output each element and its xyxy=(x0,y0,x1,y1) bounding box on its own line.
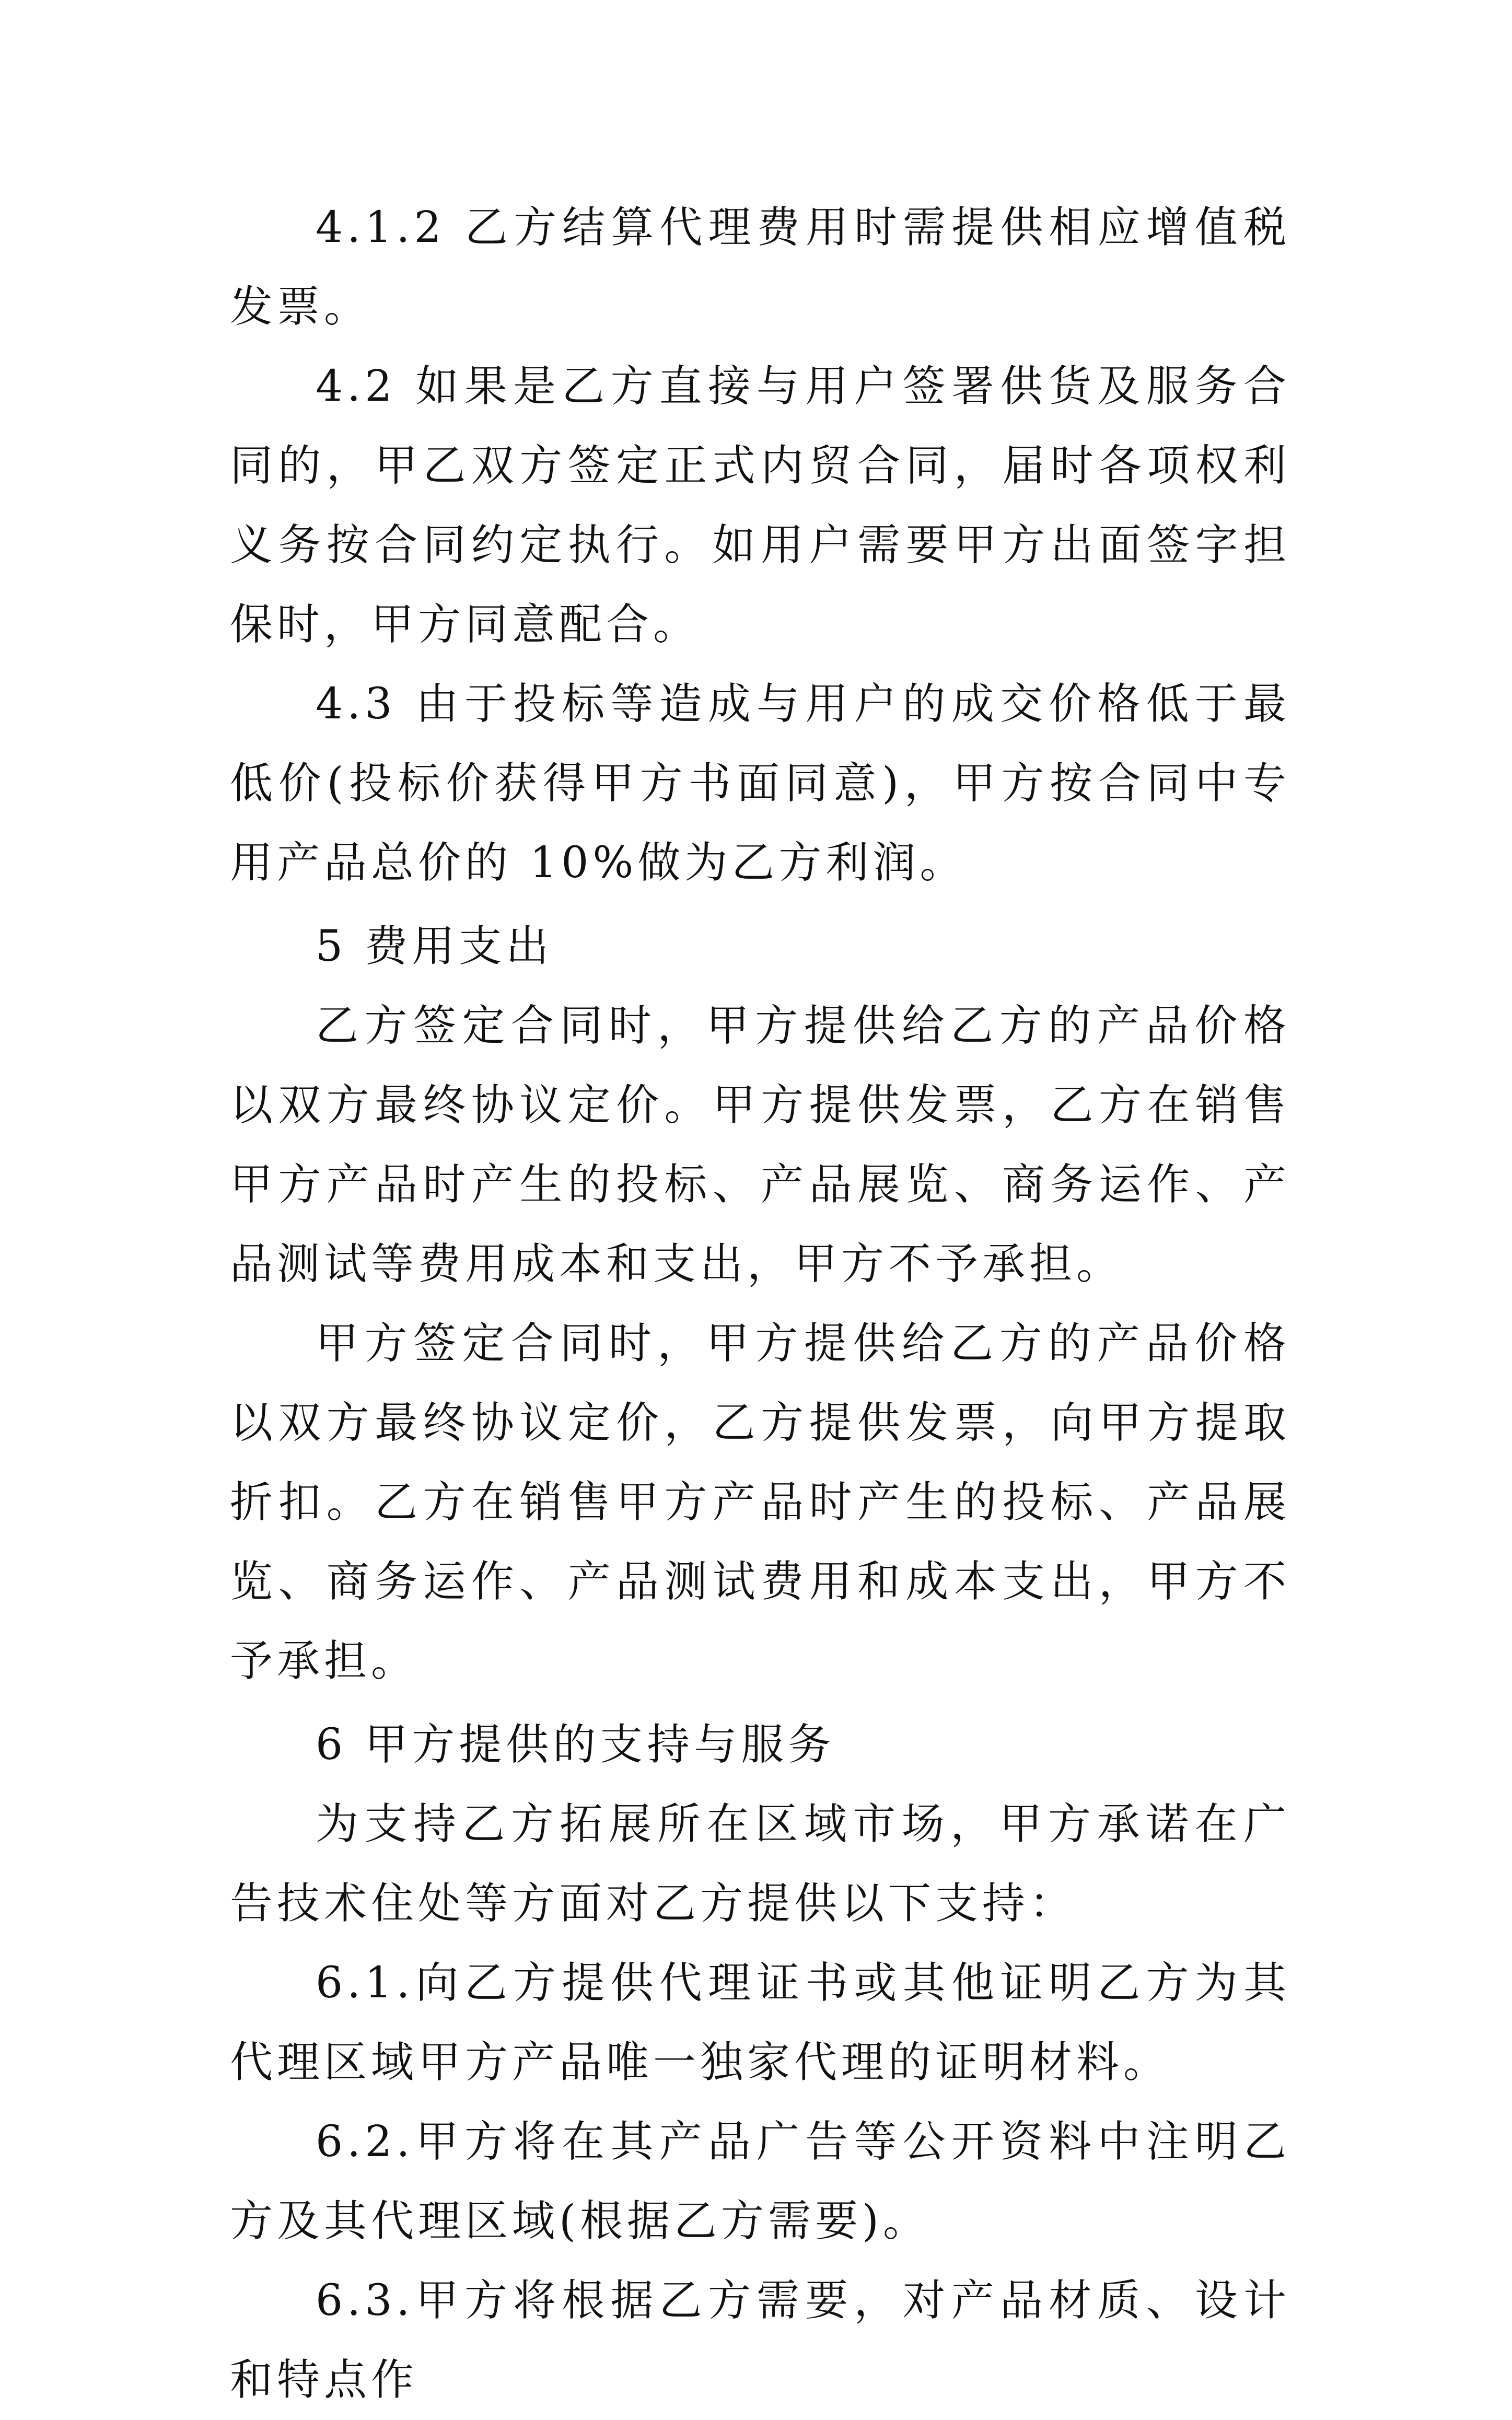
paragraph-6-2: 6.2.甲方将在其产品广告等公开资料中注明乙方及其代理区域(根据乙方需要)。 xyxy=(230,2117,1290,2246)
paragraph-4-2: 4.2 如果是乙方直接与用户签署供货及服务合同的，甲乙双方签定正式内贸合同，届时各项权利义务按合同约定执行。如用户需要甲方出面签字担保时，甲方同意配合。 xyxy=(230,362,1290,649)
paragraph-4-1-2: 4.1.2 乙方结算代理费用时需提供相应增值税发票。 xyxy=(230,203,1290,332)
paragraph-5-b: 甲方签定合同时，甲方提供给乙方的产品价格以双方最终协议定价，乙方提供发票，向甲方提取折扣。乙方在销售甲方产品时产生的投标、产品展览、商务运作、产品测试费用和成本支出，甲方不予承担。 xyxy=(230,1319,1290,1686)
document-body xyxy=(230,188,1290,2420)
paragraph-5-a: 乙方签定合同时，甲方提供给乙方的产品价格以双方最终协议定价。甲方提供发票，乙方在销售甲方产品时产生的投标、产品展览、商务运作、产品测试等费用成本和支出，甲方不予承担。 xyxy=(230,1001,1290,1289)
paragraph-4-3: 4.3 由于投标等造成与用户的成交价格低于最低价(投标价获得甲方书面同意)，甲方按合同中专用产品总价的 10%做为乙方利润。 xyxy=(230,679,1290,888)
section-heading-5: 5 费用支出 xyxy=(316,922,553,971)
paragraph-6-intro: 为支持乙方拓展所在区域市场，甲方承诺在广告技术住处等方面对乙方提供以下支持： xyxy=(230,1799,1290,1928)
paragraph-6-1: 6.1.向乙方提供代理证书或其他证明乙方为其代理区域甲方产品唯一独家代理的证明材料。 xyxy=(230,1958,1290,2087)
paragraph-6-3: 6.3.甲方将根据乙方需要，对产品材质、设计和特点作 xyxy=(230,2276,1290,2405)
section-heading-6: 6 甲方提供的支持与服务 xyxy=(316,1720,835,1770)
